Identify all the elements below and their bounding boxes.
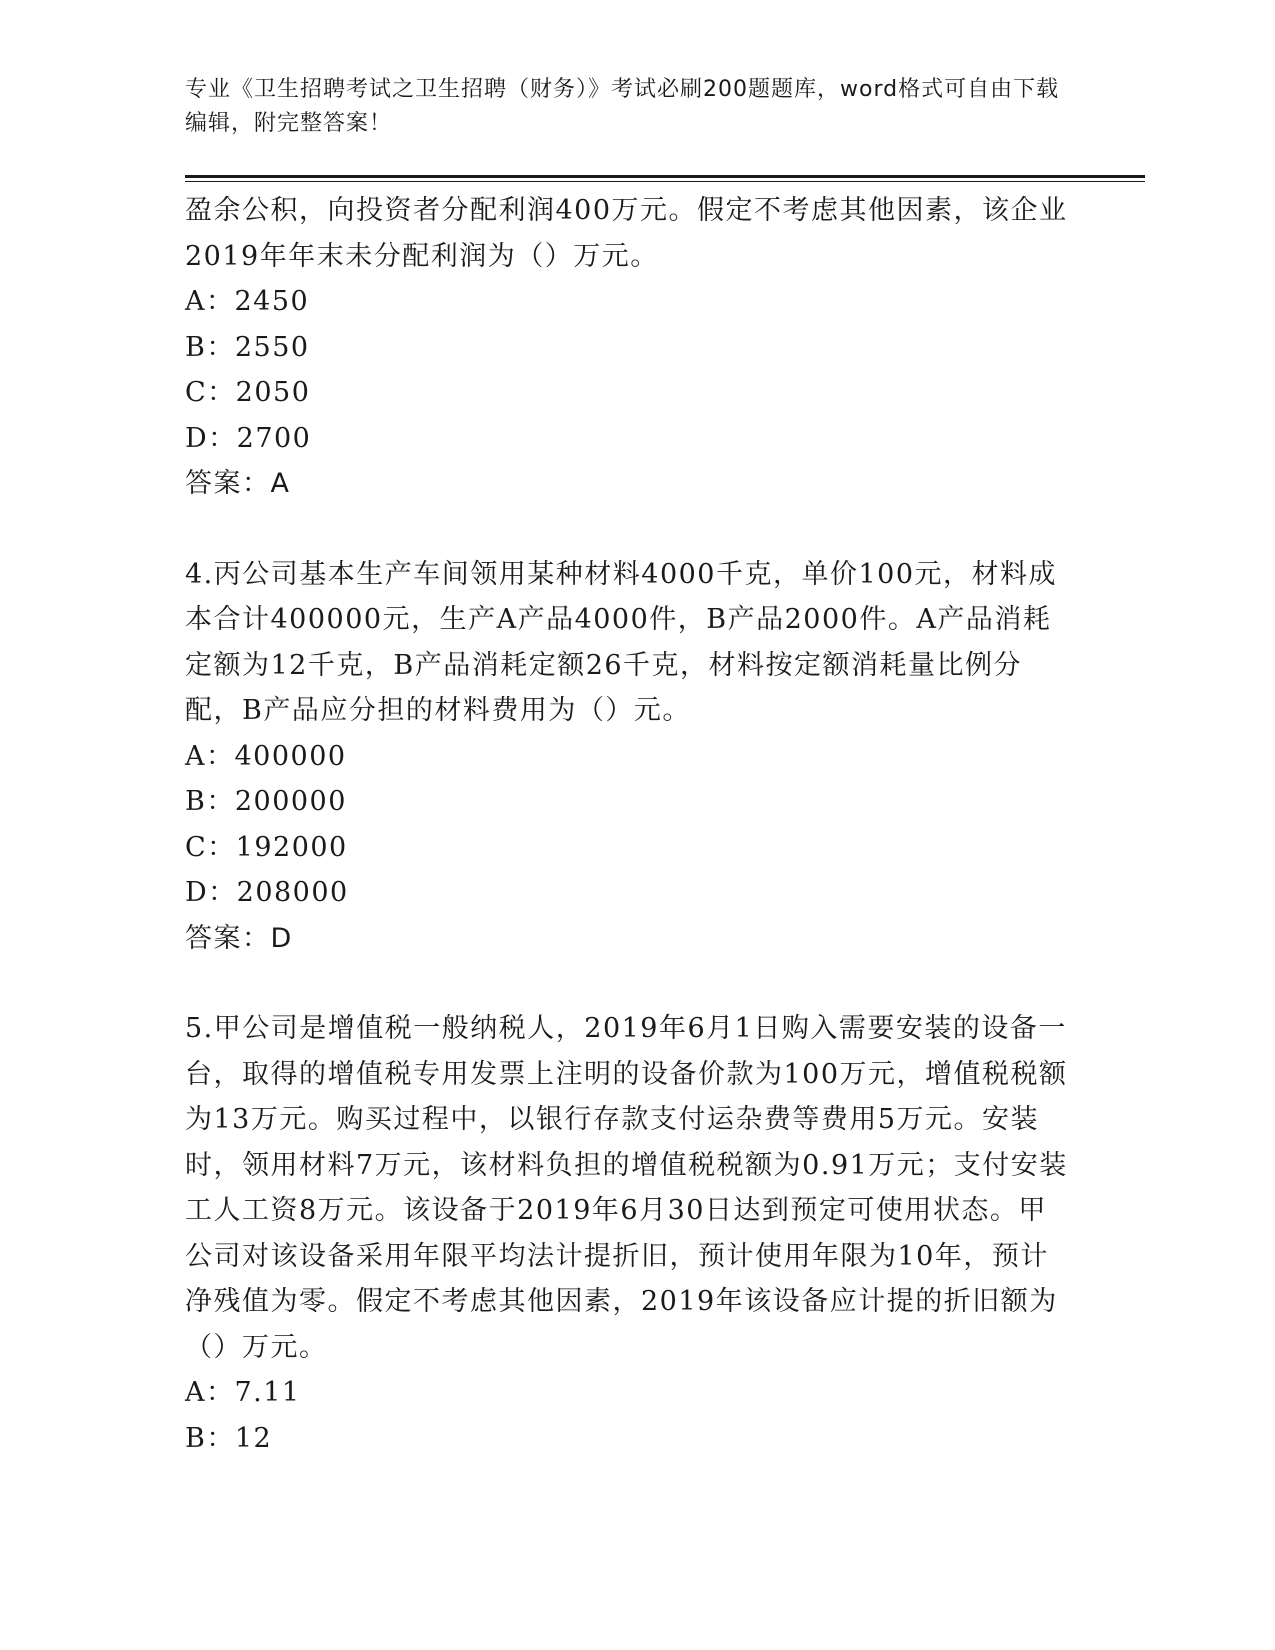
question-block [185, 552, 1075, 962]
spacer [185, 961, 1075, 1006]
option-a: A：7.11 [185, 1377, 301, 1408]
question-content [185, 188, 1075, 1461]
spacer [185, 507, 1075, 552]
answer-line: 答案：D [185, 922, 293, 954]
option-a: A：400000 [185, 740, 347, 772]
question-stem: 5.甲公司是增值税一般纳税人，2019年6月1日购入需要安装的设备一台，取得的增值税专用发票上注明的设备价款为100万元，增值税税额为13万元。购买过程中，以银行存款支付运杂费等费用5万元。安装时，领用材料7万元，该材料负担的增值税税额为0.91万元；支付安装工人工资8万元。该设备于2019年6月30日达到预定可使用状态。甲公司对该设备采用年限平均法计提折旧，预计使用年限为10年，预计净残值为零。假定不考虑其他因素，2019年该设备应计提的折旧额为（）万元。 [185, 1013, 1068, 1363]
option-b: B：2550 [185, 331, 310, 363]
question-stem: 盈余公积，向投资者分配利润400万元。假定不考虑其他因素，该企业2019年年末未分配利润为（）万元。 [185, 195, 1068, 272]
option-d: D：208000 [185, 877, 349, 908]
option-c: C：192000 [185, 831, 348, 863]
header-title: 专业《卫生招聘考试之卫生招聘（财务）》考试必刷200题题库，word格式可自由下载编辑，附完整答案！ [185, 77, 1060, 136]
question-stem: 4.丙公司基本生产车间领用某种材料4000千克，单价100元，材料成本合计400000元，生产A产品4000件，B产品2000件。A产品消耗定额为12千克，B产品消耗定额26千克，材料按定额消耗量比例分配，B产品应分担的材料费用为（）元。 [185, 558, 1058, 726]
option-b: B：200000 [185, 786, 347, 817]
document-header [185, 73, 1065, 141]
option-b: B：12 [185, 1422, 273, 1454]
question-block [185, 188, 1075, 507]
question-block [185, 1006, 1075, 1461]
header-rule-thin [185, 181, 1145, 182]
option-a: A：2450 [185, 286, 310, 317]
option-d: D：2700 [185, 422, 312, 454]
option-c: C：2050 [185, 377, 311, 408]
answer-line: 答案：A [185, 468, 291, 499]
header-rule-thick [185, 175, 1145, 178]
